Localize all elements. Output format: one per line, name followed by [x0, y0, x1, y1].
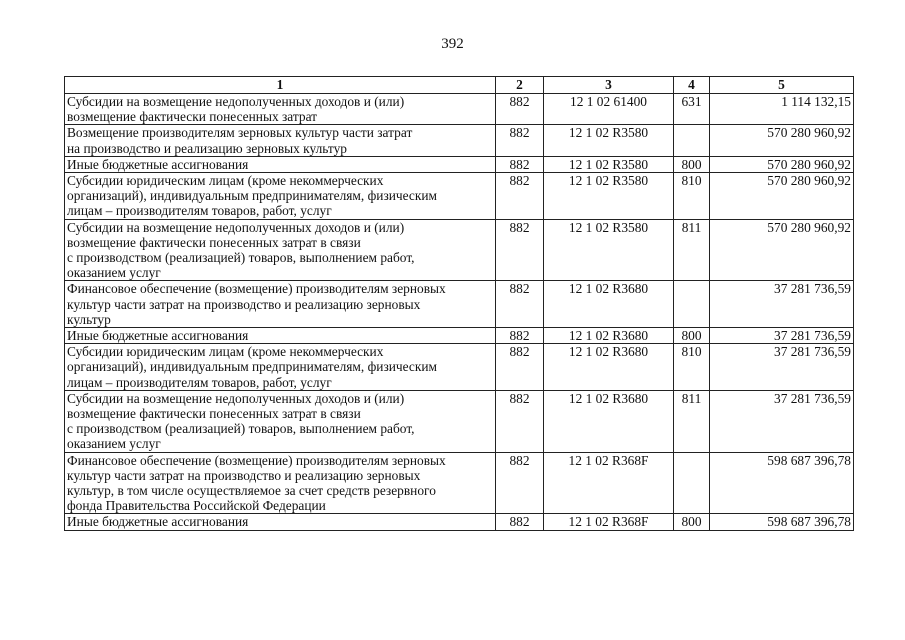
row-name: Иные бюджетные ассигнования	[65, 514, 496, 530]
row-name: Субсидии на возмещение недополученных доходов и (или) возмещение фактически понесенных затрат	[65, 94, 496, 125]
table-header	[65, 77, 854, 94]
row-expense-type	[674, 452, 710, 514]
header-col-1: 1	[65, 77, 496, 94]
row-name: Иные бюджетные ассигнования	[65, 156, 496, 172]
row-admin-code: 882	[496, 281, 544, 328]
row-expense-type: 800	[674, 514, 710, 530]
row-expense-type: 811	[674, 390, 710, 452]
header-col-5: 5	[710, 77, 854, 94]
row-expense-type: 810	[674, 173, 710, 220]
page-number: 392	[441, 36, 464, 52]
row-name: Субсидии на возмещение недополученных доходов и (или) возмещение фактически понесенных затрат в связи с производством (реализацией) товаров, выполнением работ, оказанием услуг	[65, 219, 496, 281]
table-row	[65, 452, 854, 514]
row-name: Субсидии юридическим лицам (кроме некоммерческих организаций), индивидуальным предпринимателям, физическим лицам – производителям товаров, работ, услуг	[65, 173, 496, 220]
row-target-code: 12 1 02 R3680	[544, 390, 674, 452]
header-col-3: 3	[544, 77, 674, 94]
row-amount: 37 281 736,59	[710, 344, 854, 391]
row-admin-code: 882	[496, 94, 544, 125]
row-target-code: 12 1 02 R3580	[544, 219, 674, 281]
row-expense-type: 800	[674, 328, 710, 344]
table-row	[65, 344, 854, 391]
table-row	[65, 94, 854, 125]
row-name: Возмещение производителям зерновых культур части затрат на производство и реализацию зерновых культур	[65, 125, 496, 156]
row-admin-code: 882	[496, 328, 544, 344]
row-expense-type	[674, 125, 710, 156]
table-row	[65, 173, 854, 220]
row-admin-code: 882	[496, 156, 544, 172]
row-amount: 37 281 736,59	[710, 390, 854, 452]
row-target-code: 12 1 02 R368F	[544, 514, 674, 530]
table-row	[65, 514, 854, 530]
row-admin-code: 882	[496, 173, 544, 220]
row-name: Иные бюджетные ассигнования	[65, 328, 496, 344]
row-name: Финансовое обеспечение (возмещение) производителям зерновых культур части затрат на производство и реализацию зерновых культур, в том числе осуществляемое за счет средств резервного фонда Правительства Российской Федерации	[65, 452, 496, 514]
row-amount: 37 281 736,59	[710, 281, 854, 328]
table-row	[65, 219, 854, 281]
row-admin-code: 882	[496, 390, 544, 452]
row-target-code: 12 1 02 R3680	[544, 328, 674, 344]
row-expense-type: 810	[674, 344, 710, 391]
row-target-code: 12 1 02 R3580	[544, 156, 674, 172]
table-row	[65, 281, 854, 328]
row-amount: 598 687 396,78	[710, 452, 854, 514]
row-amount: 1 114 132,15	[710, 94, 854, 125]
table-row	[65, 328, 854, 344]
table-row	[65, 390, 854, 452]
budget-table	[64, 76, 854, 531]
row-expense-type: 811	[674, 219, 710, 281]
row-admin-code: 882	[496, 219, 544, 281]
row-amount: 570 280 960,92	[710, 173, 854, 220]
row-expense-type: 800	[674, 156, 710, 172]
row-target-code: 12 1 02 R368F	[544, 452, 674, 514]
row-amount: 598 687 396,78	[710, 514, 854, 530]
row-admin-code: 882	[496, 452, 544, 514]
row-name: Финансовое обеспечение (возмещение) производителям зерновых культур части затрат на производство и реализацию зерновых культур	[65, 281, 496, 328]
row-target-code: 12 1 02 R3580	[544, 125, 674, 156]
row-admin-code: 882	[496, 344, 544, 391]
table-row	[65, 125, 854, 156]
table-row	[65, 156, 854, 172]
row-amount: 37 281 736,59	[710, 328, 854, 344]
row-amount: 570 280 960,92	[710, 219, 854, 281]
row-target-code: 12 1 02 61400	[544, 94, 674, 125]
row-name: Субсидии юридическим лицам (кроме некоммерческих организаций), индивидуальным предпринимателям, физическим лицам – производителям товаров, работ, услуг	[65, 344, 496, 391]
row-expense-type	[674, 281, 710, 328]
row-expense-type: 631	[674, 94, 710, 125]
row-target-code: 12 1 02 R3580	[544, 173, 674, 220]
row-admin-code: 882	[496, 125, 544, 156]
table-body	[65, 94, 854, 531]
header-col-4: 4	[674, 77, 710, 94]
row-name: Субсидии на возмещение недополученных доходов и (или) возмещение фактически понесенных затрат в связи с производством (реализацией) товаров, выполнением работ, оказанием услуг	[65, 390, 496, 452]
row-target-code: 12 1 02 R3680	[544, 281, 674, 328]
row-amount: 570 280 960,92	[710, 125, 854, 156]
header-row	[65, 77, 854, 94]
row-target-code: 12 1 02 R3680	[544, 344, 674, 391]
row-amount: 570 280 960,92	[710, 156, 854, 172]
row-admin-code: 882	[496, 514, 544, 530]
header-col-2: 2	[496, 77, 544, 94]
